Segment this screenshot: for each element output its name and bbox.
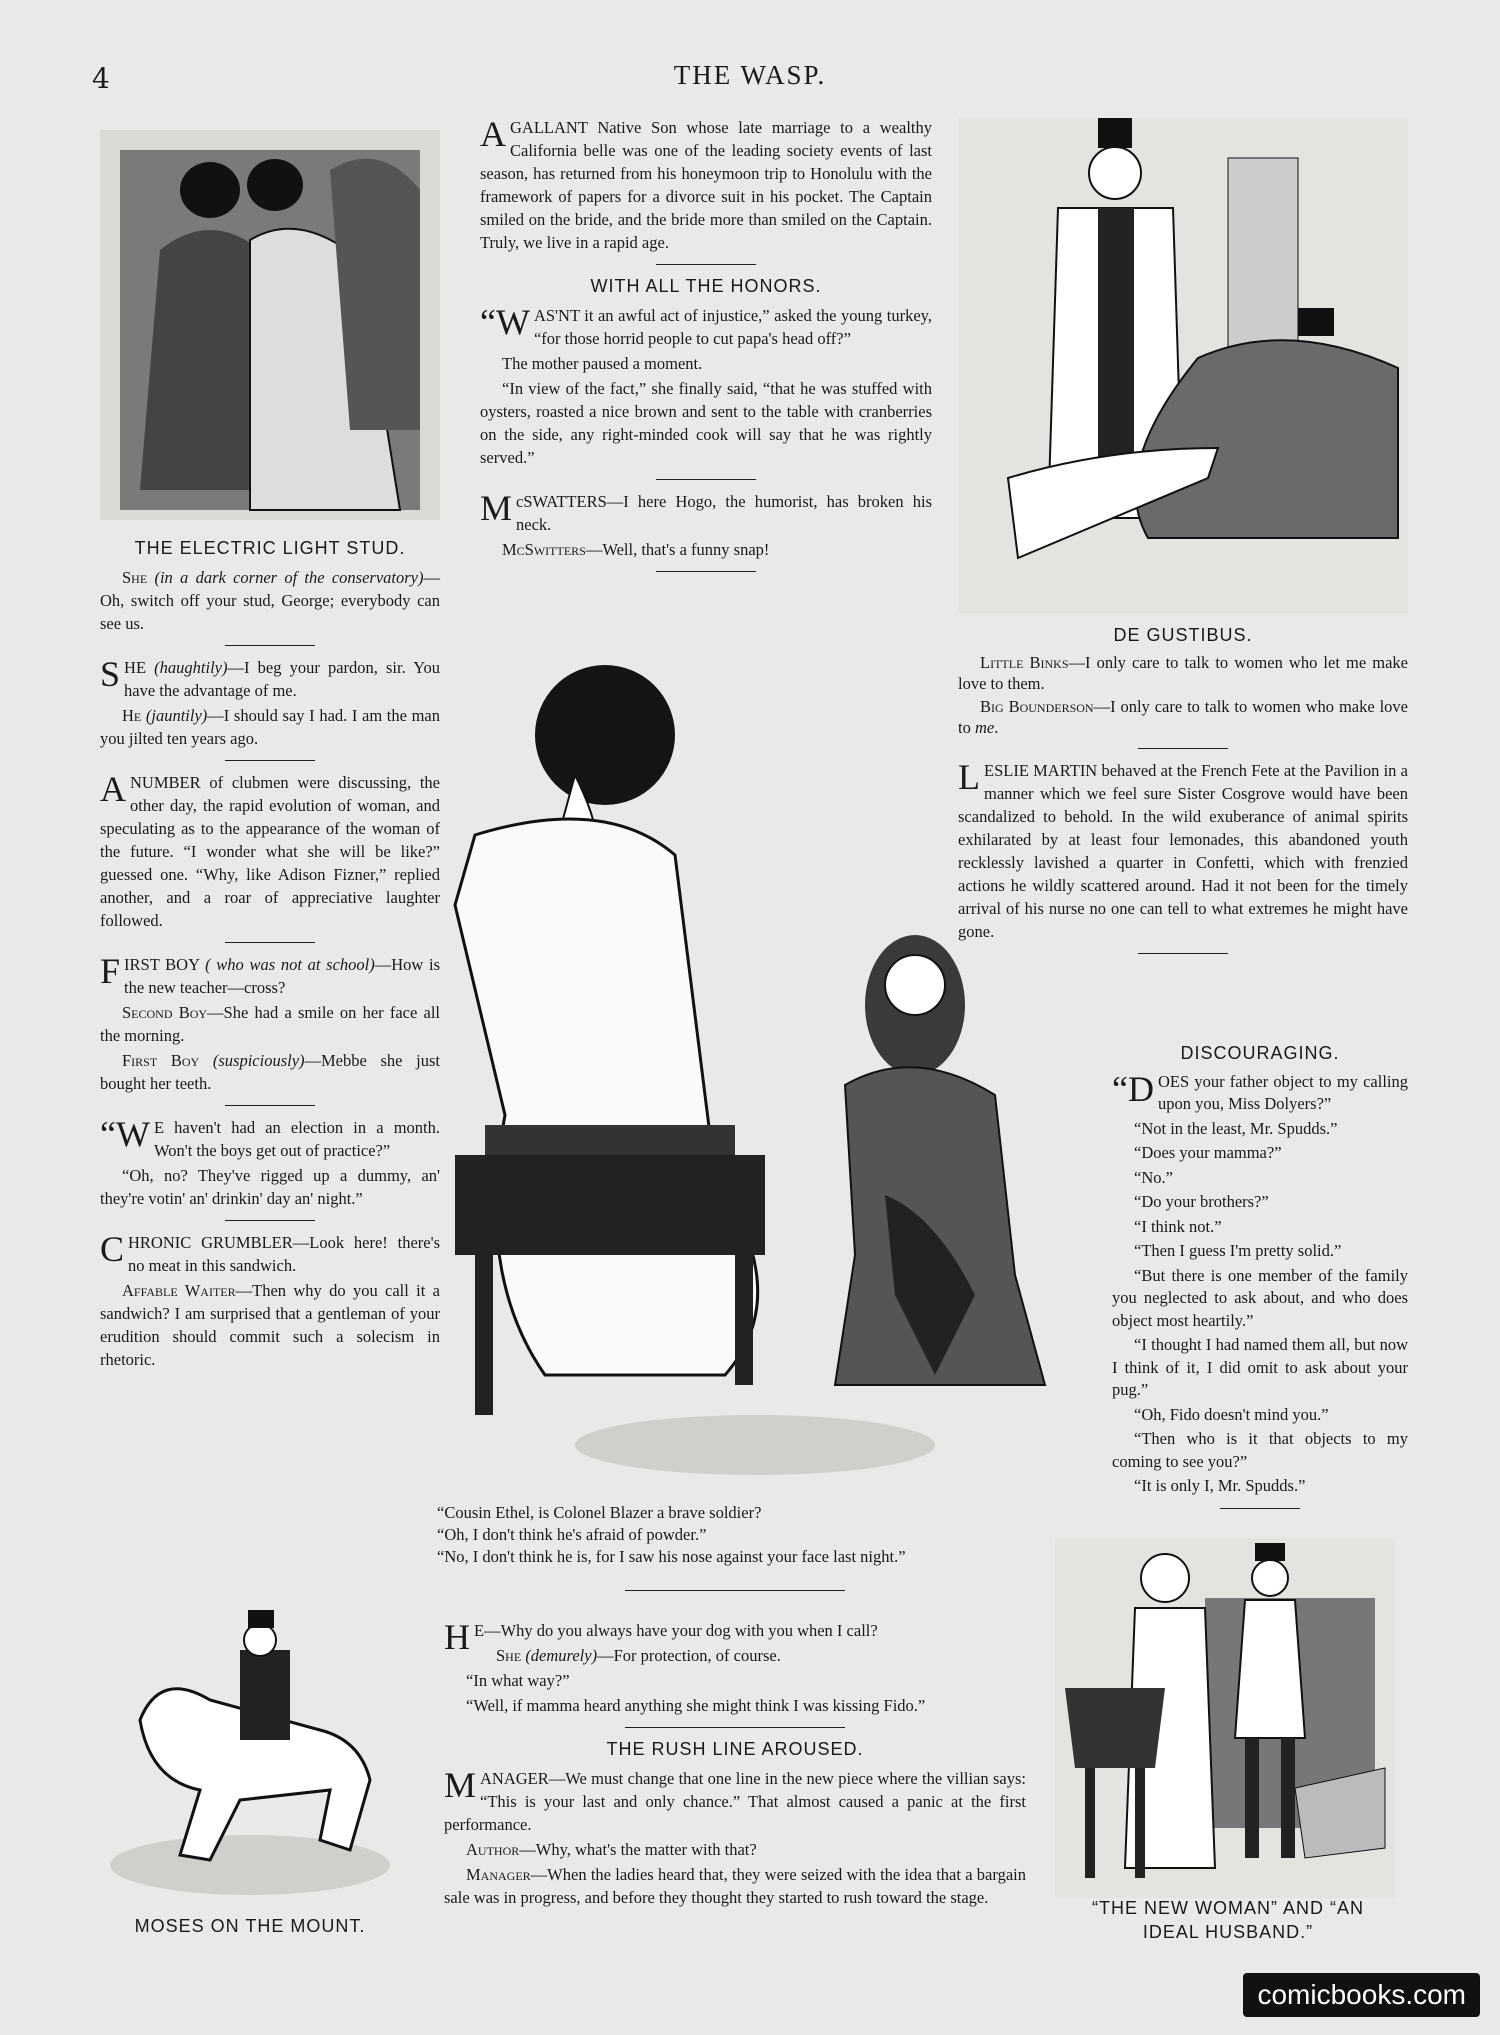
mcswatters-reply — [480, 538, 932, 561]
disc-line: “I thought I had named them all, but now I think of it, I did omit to ask about your pug.” — [1112, 1335, 1408, 1399]
right-column — [958, 652, 1408, 964]
speaker-label: HE — [124, 658, 147, 677]
grumbler-reply — [100, 1279, 440, 1371]
mcswatters-item — [480, 490, 932, 536]
new-woman-caption-line-2: IDEAL HUSBAND.” — [1142, 1922, 1314, 1942]
drop-cap: M — [444, 1765, 477, 1805]
grumbler-item — [100, 1231, 440, 1277]
section-rule — [225, 1220, 315, 1221]
dialogue-text: —Well, that's a funny snap! — [585, 540, 770, 559]
paragraph-text: NUMBER of clubmen were discussing, the other day, the rapid evolution of woman, and speculating as to the appearance of the woman of the future. “I wonder what she will be like?” guessed one. “Why, like Adison Fizner,” replied another, and a roar of appreciative laughter followed. — [100, 773, 440, 930]
dog-line-3: “In what way?” — [466, 1671, 570, 1690]
speaker-label: Affable Waiter — [122, 1281, 236, 1300]
disc-line: “Does your mamma?” — [1134, 1143, 1282, 1162]
discouraging-column — [1112, 1036, 1408, 1519]
dialogue-text: —How is the new teacher—cross? — [124, 955, 441, 997]
stage-direction: (suspiciously) — [212, 1051, 305, 1070]
de-gustibus-illustration — [958, 118, 1408, 613]
stage-direction: (jauntily) — [145, 706, 208, 725]
dialogue-text: E haven't had an election in a month. Won't the boys get out of practice?” — [153, 1118, 440, 1160]
honors-line-2: The mother paused a moment. — [502, 354, 703, 373]
drop-cap: A — [100, 769, 126, 809]
section-rule — [1138, 953, 1228, 954]
electric-light-stud-caption: THE ELECTRIC LIGHT STUD. — [134, 538, 406, 558]
disc-line: “No.” — [1134, 1167, 1173, 1187]
speaker-label: He — [122, 706, 142, 725]
moses-caption: MOSES ON THE MOUNT. — [134, 1916, 366, 1936]
boys-line-3 — [100, 1049, 440, 1095]
rush-heading: THE RUSH LINE AROUSED. — [606, 1739, 864, 1759]
haughty-item — [100, 656, 440, 702]
rush-line-3 — [444, 1863, 1026, 1909]
stage-direction: ( who was not at school) — [205, 955, 375, 974]
disc-line: “Not in the least, Mr. Spudds.” — [1134, 1118, 1338, 1138]
clubmen-item — [100, 771, 440, 932]
drop-cap: “D — [1112, 1068, 1154, 1109]
stage-direction: (demurely) — [525, 1646, 598, 1665]
rush-line-2 — [444, 1838, 1026, 1861]
gallant-item — [480, 116, 932, 254]
dialogue-text: —She had a smile on her face all the morning. — [100, 1003, 440, 1045]
de-gustibus-caption: DE GUSTIBUS. — [1113, 625, 1253, 645]
disc-line: “It is only I, Mr. Spudds.” — [1134, 1476, 1306, 1495]
honors-item — [480, 304, 932, 350]
drop-cap: “W — [100, 1114, 150, 1154]
left-column — [100, 566, 440, 1373]
disc-item — [1112, 1068, 1408, 1116]
honors-heading: WITH ALL THE HONORS. — [590, 276, 822, 296]
dialogue-text: OES your father object to my calling upon you, Miss Dolyers?” — [1157, 1071, 1408, 1113]
dialogue-text: —I only care to talk to women who make love to — [958, 697, 1408, 737]
moses-on-the-mount-illustration — [100, 1610, 400, 1910]
watermark: comicbooks.com — [1243, 1973, 1480, 2017]
dialogue-text: —Mebbe she just bought her teeth. — [100, 1051, 440, 1093]
gustibus-line-1 — [958, 652, 1408, 694]
center-column-top — [480, 116, 932, 582]
dialogue-text: —When the ladies heard that, they were seized with the idea that a bargain sale was in progress, and before they thought they started to rush toward the stage. — [444, 1865, 1026, 1907]
paragraph-text: GALLANT Native Son whose late marriage to a wealthy California belle was one of the leading society events of last season, has returned from his honeymoon trip to Honolulu with the framework of papers for a divorce suit in his pocket. The Captain smiled on the bride, and the bride more than smiled on the Captain. Truly, we live in a rapid age. — [480, 118, 932, 252]
drop-cap: A — [480, 114, 506, 154]
speaker-label: Author — [466, 1840, 520, 1859]
speaker-label: She — [496, 1646, 522, 1665]
stage-direction: (in a dark corner of the conservatory) — [154, 568, 424, 587]
boys-line-2 — [100, 1001, 440, 1047]
stage-direction: (haughtily) — [154, 658, 228, 677]
honors-line-3: “In view of the fact,” she finally said, “that he was stuffed with oysters, roasted a nice brown and sent to the table with cranberries on the side, any right-minded cook will say that he was rightly served.” — [480, 379, 932, 467]
leslie-item — [958, 759, 1408, 943]
disc-line: “Then I guess I'm pretty solid.” — [1134, 1241, 1342, 1260]
speaker-label: McSwitters — [502, 540, 586, 559]
dialogue-text: —Why, what's the matter with that? — [519, 1840, 757, 1859]
dialogue-text: ANAGER—We must change that one line in the new piece where the villian says: “This is your last and only chance.” That almost caused a panic at the first performance. — [444, 1769, 1026, 1834]
new-woman-caption-line-1: “THE NEW WOMAN” AND “AN — [1092, 1898, 1364, 1918]
paragraph-text: ESLIE MARTIN behaved at the French Fete at the Pavilion in a manner which we feel sure Sister Cosgrove would have been scandalized to behold. In the wild exuberance of animal spirits exhilarated by at least four lemonades, this abandoned youth recklessly lavished a quarter in Confetti, which with frenzied actions he wildly scattered around. Had it not been for the timely arrival of his nurse no one can tell to what extremes he might have gone. — [958, 761, 1408, 941]
cousin-ethel-caption — [437, 1502, 1077, 1568]
dog-line-2 — [444, 1644, 1026, 1667]
drop-cap: H — [444, 1617, 470, 1657]
caption-line: “No, I don't think he is, for I saw his nose against your face last night.” — [437, 1547, 906, 1566]
dog-line-4: “Well, if mamma heard anything she might think I was kissing Fido.” — [466, 1696, 926, 1715]
emphasis-text: me — [974, 718, 995, 737]
caption-line: “Oh, I don't think he's afraid of powder.” — [437, 1525, 707, 1544]
section-rule — [225, 1105, 315, 1106]
section-rule — [625, 1727, 845, 1728]
new-woman-ideal-husband-illustration — [1055, 1538, 1395, 1898]
dialogue-text: . — [994, 718, 999, 737]
dialogue-text: AS'NT it an awful act of injustice,” asked the young turkey, “for those horrid people to cut papa's head off?” — [533, 306, 932, 348]
dialogue-text: —For protection, of course. — [597, 1646, 781, 1665]
disc-line: “I think not.” — [1134, 1216, 1222, 1236]
speaker-label: She — [122, 568, 148, 587]
speaker-label: IRST BOY — [124, 955, 200, 974]
stud-dialogue — [100, 566, 440, 635]
section-rule — [625, 1590, 845, 1591]
discouraging-heading: DISCOURAGING. — [1180, 1043, 1340, 1063]
section-rule — [225, 942, 315, 943]
drop-cap: L — [958, 757, 980, 797]
section-rule — [656, 264, 756, 265]
drop-cap: M — [480, 488, 513, 528]
disc-line: “Do your brothers?” — [1134, 1192, 1269, 1211]
dialogue-text: —I only care to talk to women who let me make love to them. — [958, 653, 1408, 693]
section-rule — [1220, 1508, 1300, 1509]
drop-cap: “W — [480, 302, 530, 342]
rush-item — [444, 1767, 1026, 1836]
section-rule — [225, 645, 315, 646]
haughty-reply — [100, 704, 440, 750]
speaker-label: Little Binks — [980, 653, 1069, 672]
speaker-label: Manager — [466, 1865, 531, 1884]
dialogue-text: HRONIC GRUMBLER—Look here! there's no meat in this sandwich. — [128, 1233, 440, 1275]
section-rule — [225, 760, 315, 761]
dialogue-text: —I beg your pardon, sir. You have the advantage of me. — [124, 658, 441, 700]
speaker-label: First Boy — [122, 1051, 200, 1070]
dialogue-text: —Then why do you call it a sandwich? I am surprised that a gentleman of your erudition should commit such a solecism in rhetoric. — [100, 1281, 440, 1369]
speaker-label: Big Bounderson — [980, 697, 1094, 716]
speaker-label: Second Boy — [122, 1003, 208, 1022]
dialogue-text: —Oh, switch off your stud, George; everybody can see us. — [100, 568, 440, 633]
gustibus-line-2 — [958, 696, 1408, 738]
drop-cap: C — [100, 1229, 125, 1269]
electric-light-stud-illustration — [100, 130, 440, 520]
drop-cap: S — [100, 654, 121, 694]
dialogue-text: E—Why do you always have your dog with you when I call? — [474, 1621, 878, 1640]
disc-line: “But there is one member of the family you neglected to ask about, and who does object most heartily.” — [1112, 1265, 1408, 1330]
section-rule — [1138, 748, 1228, 749]
dialogue-text: —I should say I had. I am the man you jilted ten years ago. — [100, 706, 441, 748]
center-column-bottom — [444, 1580, 1026, 1911]
boys-item — [100, 953, 440, 999]
disc-line: “Oh, Fido doesn't mind you.” — [1134, 1404, 1329, 1424]
section-rule — [656, 479, 756, 480]
election-item — [100, 1116, 440, 1162]
caption-line: “Cousin Ethel, is Colonel Blazer a brave soldier? — [437, 1503, 762, 1522]
drop-cap: F — [100, 951, 121, 991]
page-number: 4 — [92, 62, 110, 95]
dialogue-text: cSWATTERS—I here Hogo, the humorist, has broken his neck. — [516, 492, 932, 534]
disc-line: “Then who is it that objects to my coming to see you?” — [1112, 1429, 1408, 1471]
section-rule — [656, 571, 756, 572]
election-reply: “Oh, no? They've rigged up a dummy, an' they're votin' an' drinkin' day an' night.” — [100, 1166, 440, 1208]
masthead-title: THE WASP. — [673, 60, 827, 90]
